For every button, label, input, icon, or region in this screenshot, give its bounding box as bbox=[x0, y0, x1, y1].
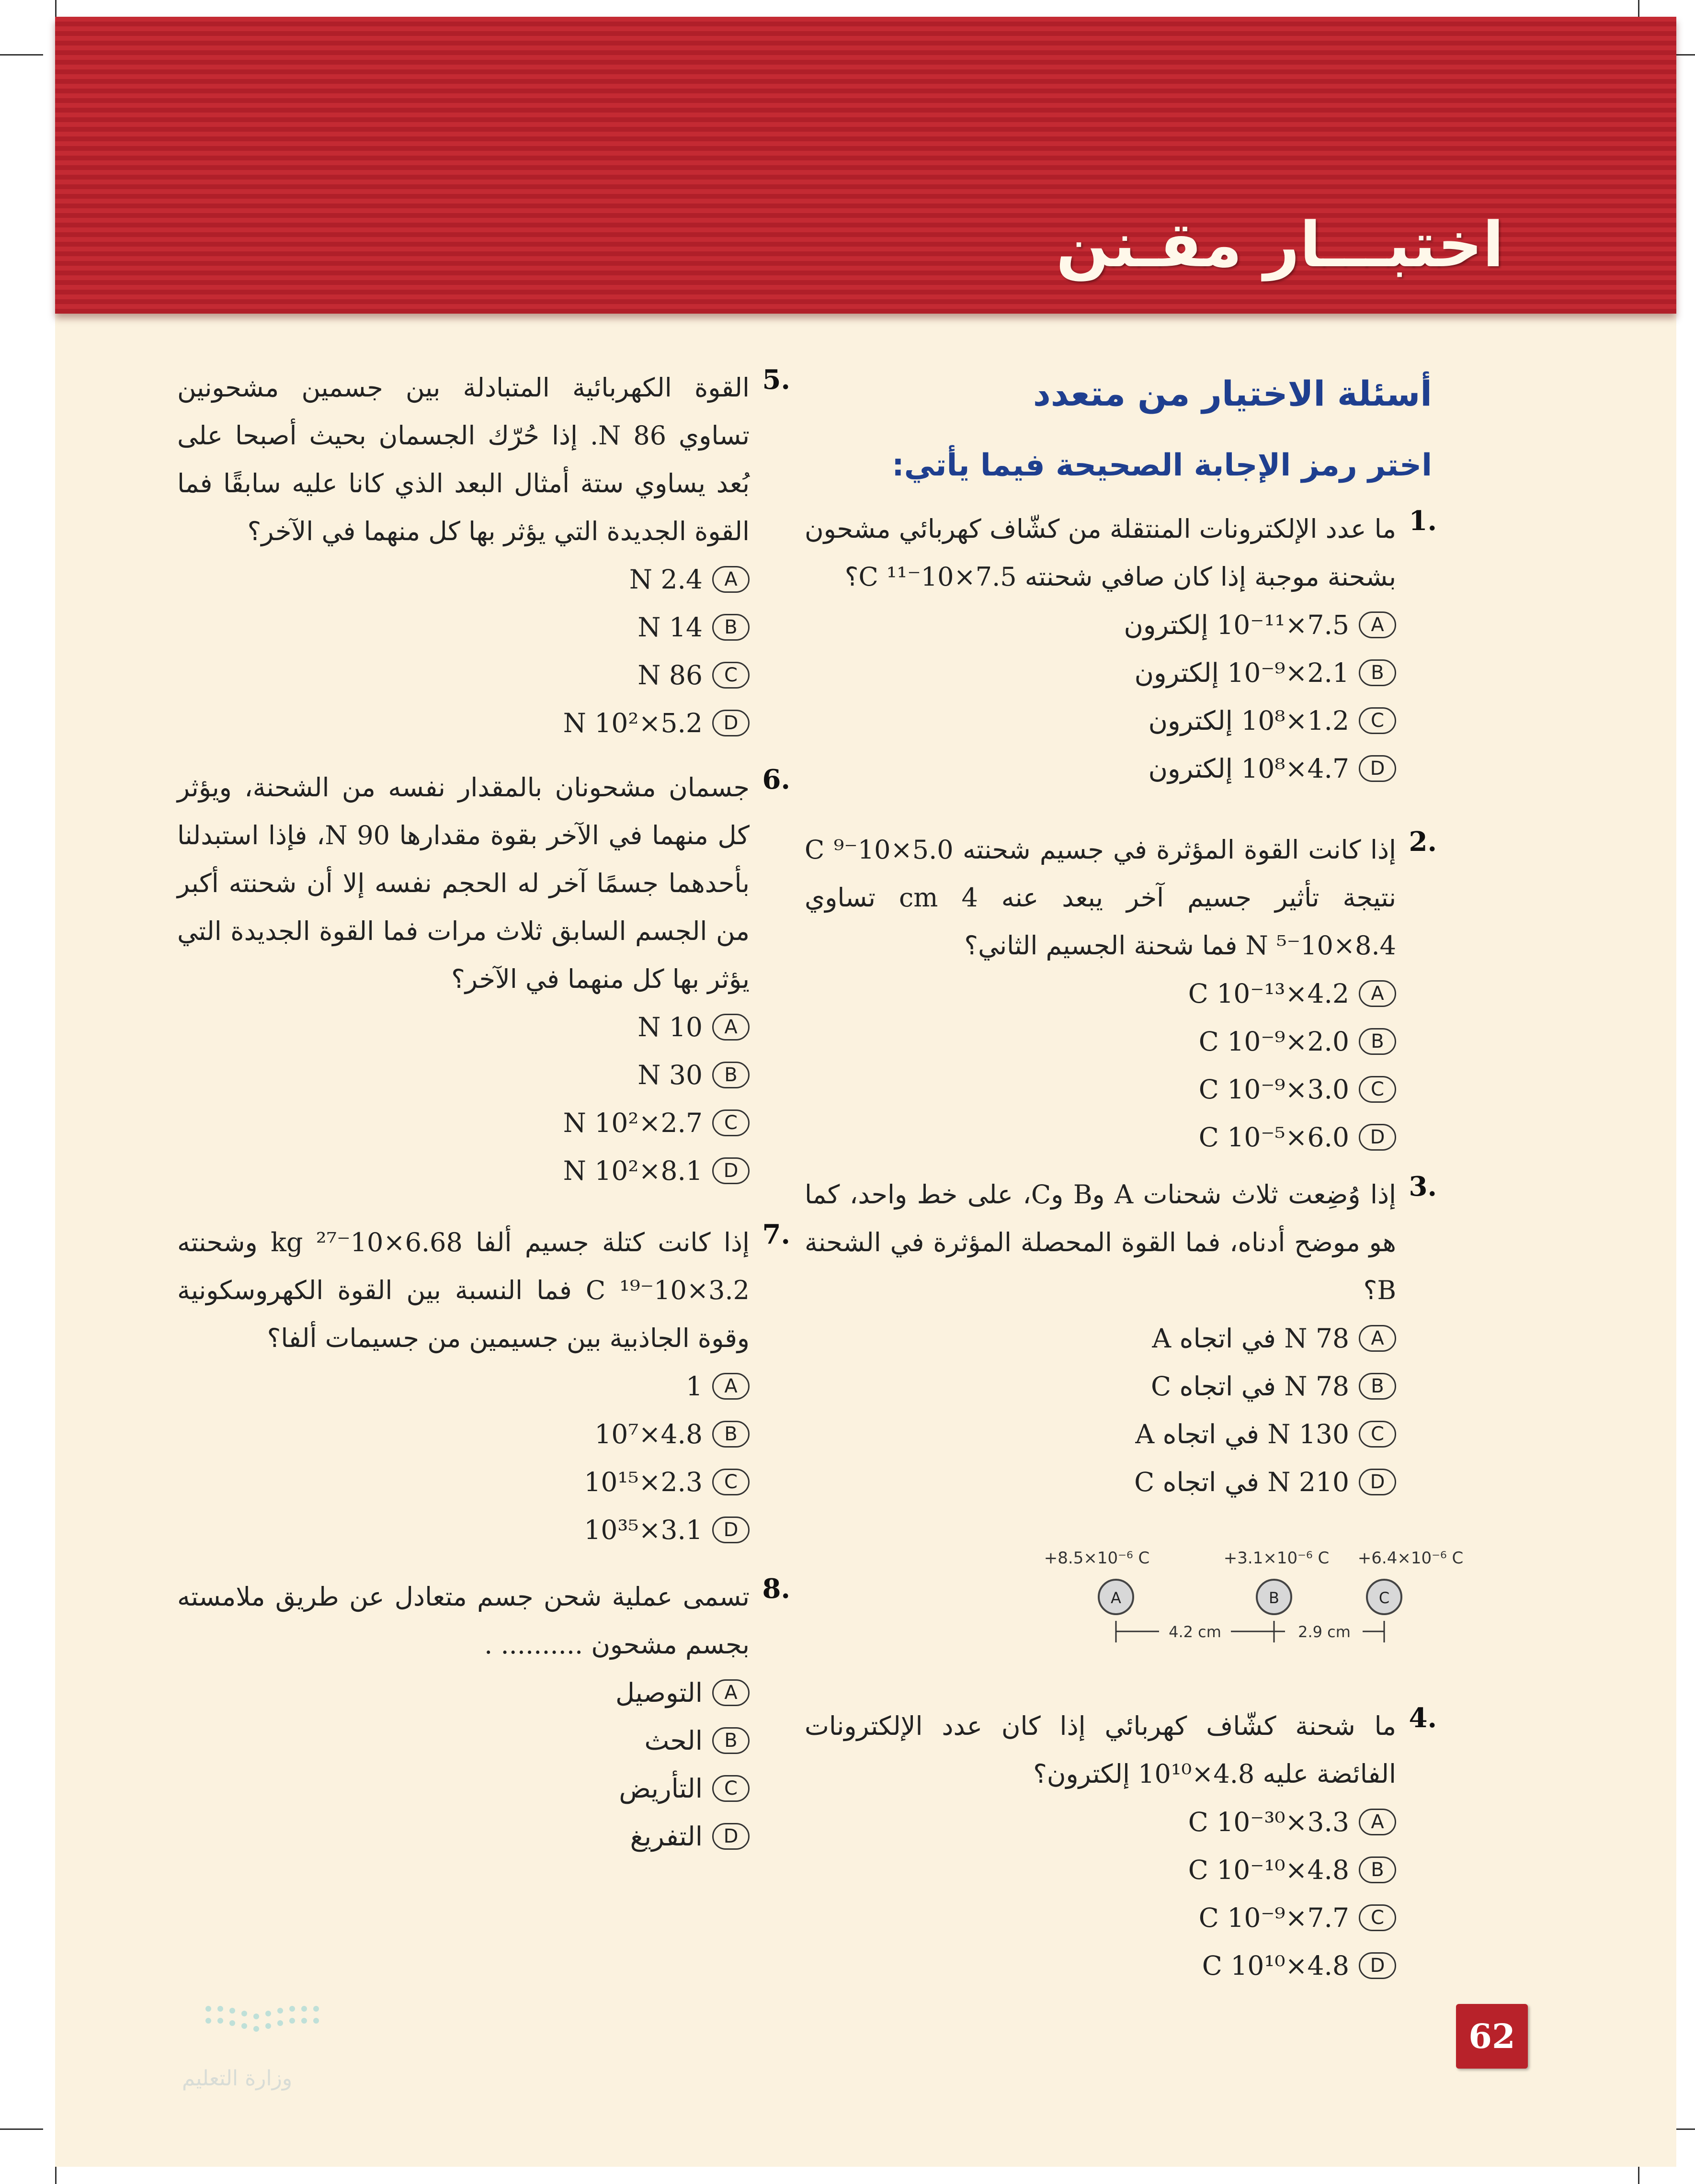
option-c[interactable] bbox=[805, 697, 1396, 745]
option-text: 6.0×10⁻⁵ C bbox=[1198, 1122, 1349, 1153]
option-b[interactable] bbox=[177, 1051, 750, 1099]
option-a[interactable] bbox=[177, 555, 750, 603]
option-b[interactable] bbox=[177, 1410, 750, 1458]
question-number: .2 bbox=[1409, 826, 1437, 858]
question-stem: تسمى عملية شحن جسم متعادل عن طريق ملامسته بجسم مشحون .......... . bbox=[177, 1582, 750, 1660]
option-letter: B bbox=[1359, 1373, 1396, 1400]
option-letter: C bbox=[712, 1775, 750, 1802]
option-letter: C bbox=[712, 1469, 750, 1495]
option-letter: D bbox=[1359, 755, 1396, 782]
question-4 bbox=[805, 1702, 1437, 1990]
option-text: 4.8×10⁻¹⁰ C bbox=[1188, 1855, 1349, 1885]
textbook-page bbox=[55, 17, 1676, 2167]
option-text: 130 N في اتجاه A bbox=[1135, 1419, 1349, 1449]
page-title: اختبـــار مقـنن bbox=[1056, 208, 1504, 281]
option-letter: B bbox=[712, 1062, 750, 1088]
charge-b-value: +3.1×10⁻⁶ C bbox=[1223, 1549, 1330, 1568]
option-text: التوصيل bbox=[615, 1677, 703, 1708]
question-number: .5 bbox=[762, 364, 790, 396]
option-text: التأريض bbox=[619, 1773, 703, 1804]
option-text: 30 N bbox=[637, 1060, 703, 1090]
option-text: 7.7×10⁻⁹ C bbox=[1198, 1902, 1349, 1933]
section-heading: أسئلة الاختيار من متعدد bbox=[1033, 373, 1432, 414]
option-c[interactable] bbox=[177, 1099, 750, 1147]
option-letter: B bbox=[1359, 1028, 1396, 1055]
option-b[interactable] bbox=[805, 1846, 1396, 1894]
option-a[interactable] bbox=[805, 1798, 1396, 1846]
option-d[interactable] bbox=[177, 1812, 750, 1860]
option-letter: B bbox=[1359, 659, 1396, 686]
option-text: 2.1×10⁻⁹ إلكترون bbox=[1134, 657, 1349, 688]
option-letter: A bbox=[1359, 980, 1396, 1007]
option-letter: B bbox=[712, 1727, 750, 1754]
crop-mark bbox=[0, 2128, 43, 2130]
option-letter: B bbox=[1359, 1856, 1396, 1883]
question-1 bbox=[805, 505, 1437, 792]
question-2 bbox=[805, 826, 1437, 1161]
option-d[interactable] bbox=[805, 745, 1396, 792]
question-5 bbox=[177, 364, 790, 747]
option-a[interactable] bbox=[177, 1003, 750, 1051]
question-6 bbox=[177, 764, 790, 1195]
charges-diagram bbox=[1044, 1544, 1487, 1659]
option-c[interactable] bbox=[805, 1894, 1396, 1942]
option-text: 210 N في اتجاه C bbox=[1134, 1467, 1349, 1497]
option-text: 4.7×10⁸ إلكترون bbox=[1148, 753, 1349, 784]
header-banner bbox=[55, 17, 1676, 314]
option-letter: C bbox=[1359, 1076, 1396, 1103]
option-d[interactable] bbox=[177, 1506, 750, 1554]
charge-b-label: B bbox=[1269, 1589, 1279, 1607]
distance-bc: 2.9 cm bbox=[1298, 1623, 1351, 1641]
option-b[interactable] bbox=[177, 603, 750, 651]
option-text: 1 bbox=[686, 1371, 703, 1402]
option-text: 4.2×10⁻¹³ C bbox=[1188, 978, 1349, 1009]
section-instruction: اختر رمز الإجابة الصحيحة فيما يأتي: bbox=[892, 448, 1432, 483]
option-text: التفريغ bbox=[630, 1821, 703, 1852]
question-stem: إذا وُضِعت ثلاث شحنات A وB وC، على خط واحد، كما هو موضح أدناه، فما القوة المحصلة المؤثرة في الشحنة B؟ bbox=[805, 1179, 1397, 1305]
option-letter: C bbox=[712, 662, 750, 689]
option-letter: C bbox=[1359, 1904, 1396, 1931]
option-a[interactable] bbox=[805, 601, 1396, 649]
option-d[interactable] bbox=[805, 1458, 1396, 1506]
question-stem: إذا كانت القوة المؤثرة في جسيم شحنته 5.0×10⁻⁹ C نتيجة تأثير جسيم آخر يبعد عنه 4 cm تساوي 8.4×10⁻⁵ N فما شحنة الجسيم الثاني؟ bbox=[805, 835, 1396, 961]
question-number: .7 bbox=[762, 1219, 790, 1250]
option-text: 2.3×10¹⁵ bbox=[584, 1467, 703, 1497]
option-letter: A bbox=[1359, 611, 1396, 638]
option-letter: C bbox=[1359, 707, 1396, 734]
option-letter: C bbox=[1359, 1421, 1396, 1448]
option-text: 2.4 N bbox=[629, 564, 703, 595]
option-c[interactable] bbox=[805, 1065, 1396, 1113]
option-text: 7.5×10⁻¹¹ إلكترون bbox=[1124, 610, 1349, 640]
option-c[interactable] bbox=[805, 1410, 1396, 1458]
option-text: 3.1×10³⁵ bbox=[584, 1515, 703, 1545]
option-text: 1.2×10⁸ إلكترون bbox=[1148, 705, 1349, 736]
charge-a-value: +8.5×10⁻⁶ C bbox=[1044, 1549, 1150, 1568]
option-b[interactable] bbox=[805, 1362, 1396, 1410]
option-text: 5.2×10² N bbox=[563, 708, 703, 738]
option-d[interactable] bbox=[805, 1113, 1396, 1161]
question-stem: ما شحنة كشّاف كهربائي إذا كان عدد الإلكترونات الفائضة عليه 4.8×10¹⁰ إلكترون؟ bbox=[805, 1711, 1396, 1789]
option-letter: D bbox=[1359, 1124, 1396, 1151]
option-text: 78 N في اتجاه C bbox=[1151, 1371, 1349, 1402]
option-letter: A bbox=[712, 566, 750, 593]
option-letter: A bbox=[712, 1679, 750, 1706]
option-text: 4.8×10⁷ bbox=[594, 1419, 703, 1449]
question-stem: إذا كانت كتلة جسيم ألفا 6.68×10⁻²⁷ kg وشحنته 3.2×10⁻¹⁹ C فما النسبة بين القوة الكهروسكونية وقوة الجاذبية بين جسيمين من جسيمات ألفا؟ bbox=[177, 1227, 750, 1353]
option-letter: A bbox=[712, 1014, 750, 1041]
option-d[interactable] bbox=[177, 699, 750, 747]
option-text: 4.8×10¹⁰ C bbox=[1202, 1950, 1349, 1981]
option-letter: A bbox=[1359, 1325, 1396, 1352]
charge-a-label: A bbox=[1111, 1589, 1121, 1607]
option-letter: A bbox=[1359, 1809, 1396, 1835]
option-b[interactable] bbox=[805, 1018, 1396, 1065]
option-letter: D bbox=[712, 710, 750, 736]
option-d[interactable] bbox=[805, 1942, 1396, 1990]
option-letter: D bbox=[712, 1823, 750, 1850]
question-8 bbox=[177, 1573, 790, 1860]
option-text: 10 N bbox=[637, 1012, 703, 1042]
option-text: 3.3×10⁻³⁰ C bbox=[1188, 1807, 1349, 1837]
option-text: 78 N في اتجاه A bbox=[1152, 1323, 1349, 1354]
option-text: 14 N bbox=[637, 612, 703, 643]
ministry-logo-text: وزارة التعليم bbox=[182, 2066, 293, 2091]
option-letter: D bbox=[1359, 1952, 1396, 1979]
option-text: 86 N bbox=[637, 660, 703, 690]
question-stem: ما عدد الإلكترونات المنتقلة من كشّاف كهربائي مشحون بشحنة موجبة إذا كان صافي شحنته 7.5×10⁻¹¹ C؟ bbox=[805, 514, 1396, 592]
question-stem: جسمان مشحونان بالمقدار نفسه من الشحنة، ويؤثر كل منهما في الآخر بقوة مقدارها 90 N، فإذا استبدلنا بأحدهما جسمًا آخر له الحجم نفسه إلا أن شحنته أكبر من الجسم السابق ثلاث مرات فما القوة الجديدة التي يؤثر بها كل منهما في الآخر؟ bbox=[177, 772, 750, 994]
distance-ab: 4.2 cm bbox=[1169, 1623, 1221, 1641]
option-a[interactable] bbox=[177, 1669, 750, 1717]
question-number: .6 bbox=[762, 764, 790, 795]
option-a[interactable] bbox=[805, 1314, 1396, 1362]
option-text: 2.0×10⁻⁹ C bbox=[1198, 1026, 1349, 1057]
option-a[interactable] bbox=[177, 1362, 750, 1410]
option-text: 3.0×10⁻⁹ C bbox=[1198, 1074, 1349, 1105]
option-b[interactable] bbox=[177, 1717, 750, 1765]
option-b[interactable] bbox=[805, 649, 1396, 697]
option-letter: D bbox=[1359, 1469, 1396, 1495]
option-text: الحث bbox=[644, 1725, 703, 1756]
option-c[interactable] bbox=[177, 1458, 750, 1506]
page-number: 62 bbox=[1456, 2004, 1528, 2069]
option-c[interactable] bbox=[177, 1765, 750, 1812]
option-letter: C bbox=[712, 1109, 750, 1136]
option-d[interactable] bbox=[177, 1147, 750, 1195]
question-7 bbox=[177, 1219, 790, 1554]
question-number: .1 bbox=[1409, 505, 1437, 537]
question-3 bbox=[805, 1171, 1437, 1506]
option-c[interactable] bbox=[177, 651, 750, 699]
option-letter: D bbox=[712, 1157, 750, 1184]
option-a[interactable] bbox=[805, 970, 1396, 1018]
option-letter: D bbox=[712, 1516, 750, 1543]
question-number: .8 bbox=[762, 1573, 790, 1605]
crop-mark bbox=[0, 54, 43, 56]
option-letter: B bbox=[712, 1421, 750, 1448]
option-text: 2.7×10² N bbox=[563, 1108, 703, 1138]
charge-c-value: +6.4×10⁻⁶ C bbox=[1357, 1549, 1464, 1568]
option-letter: A bbox=[712, 1373, 750, 1400]
question-stem: القوة الكهربائية المتبادلة بين جسمين مشحونين تساوي N 86. إذا حُرّك الجسمان بحيث أصبحا على بُعد يساوي ستة أمثال البعد الذي كانا عليه سابقًا فما القوة الجديدة التي يؤثر بها كل منهما في الآخر؟ bbox=[177, 373, 750, 546]
option-text: 8.1×10² N bbox=[563, 1155, 703, 1186]
question-number: .4 bbox=[1409, 1702, 1437, 1734]
option-letter: B bbox=[712, 614, 750, 641]
question-number: .3 bbox=[1409, 1171, 1437, 1202]
charge-c-label: C bbox=[1378, 1589, 1390, 1607]
